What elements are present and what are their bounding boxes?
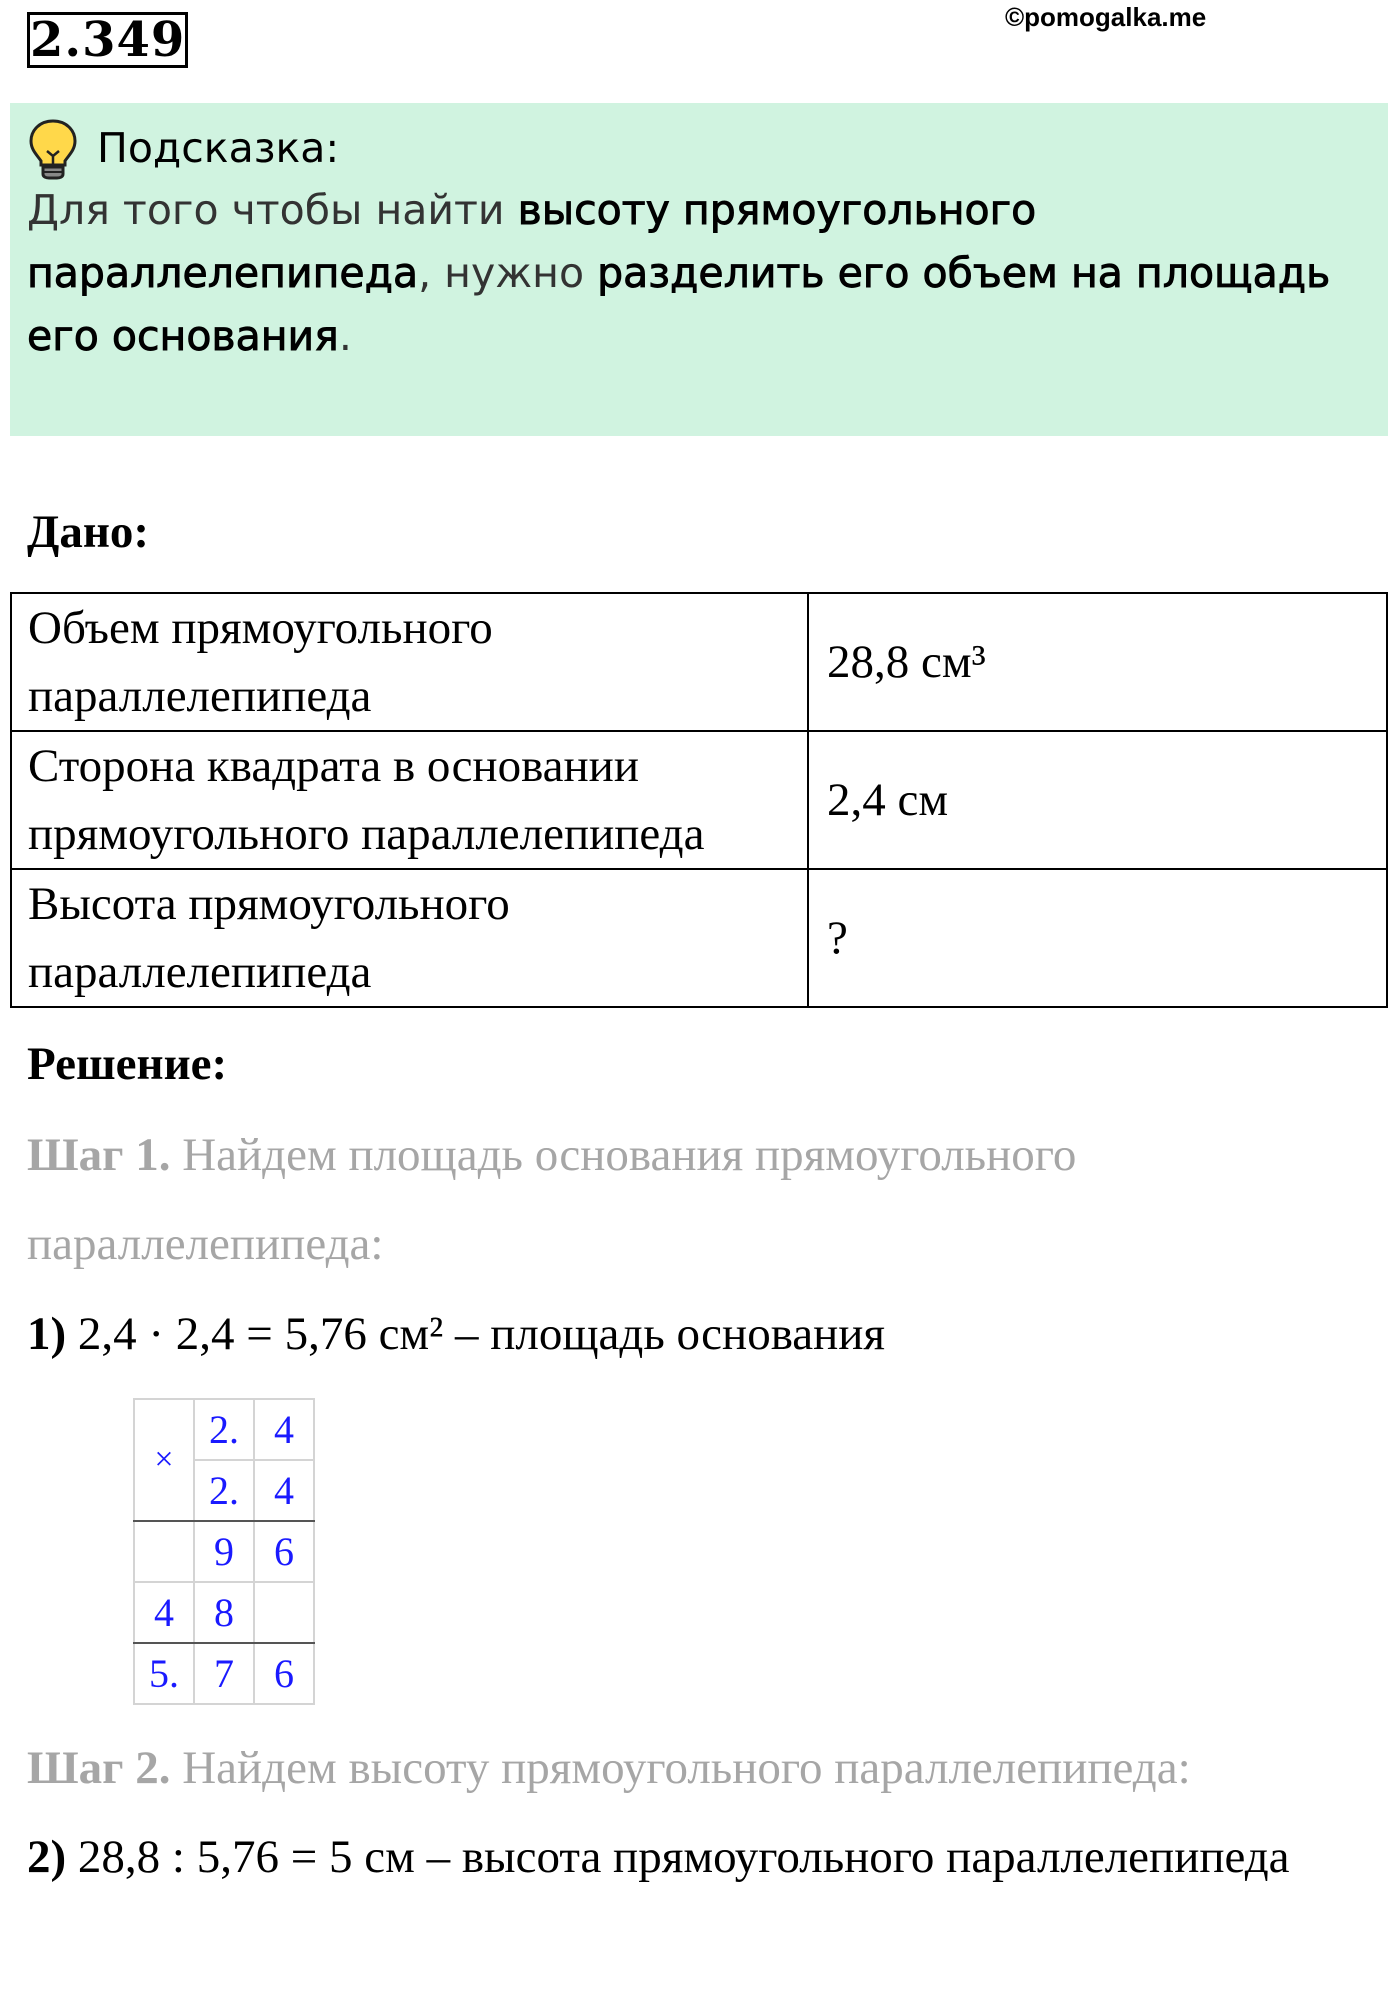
calculation-2: [27, 1813, 1357, 1902]
step-2-prefix: Шаг 2.: [27, 1742, 171, 1794]
given-heading: Дано:: [27, 506, 150, 558]
lightbulb-icon: [27, 118, 79, 180]
digit-cell: 4: [254, 1460, 314, 1521]
calculation-1-text: 2,4 · 2,4 = 5,76 см² – площадь основания: [66, 1308, 886, 1360]
hint-box: [10, 103, 1388, 436]
given-row-value: ?: [808, 869, 1387, 1007]
step-1: [27, 1111, 1357, 1289]
multiply-sign: ×: [134, 1399, 194, 1521]
digit-cell: 4: [134, 1582, 194, 1643]
step-2: [27, 1724, 1357, 1813]
step-1-text: Найдем площадь основания прямоугольного параллелепипеда:: [27, 1129, 1077, 1270]
digit-cell: 6: [254, 1521, 314, 1582]
digit-cell: 2.: [194, 1460, 254, 1521]
given-row-value: 28,8 см³: [808, 593, 1387, 731]
calculation-1: [27, 1290, 1357, 1379]
hint-text-part: Для того чтобы найти: [27, 186, 518, 234]
hint-text-part: , нужно: [418, 249, 598, 297]
table-row: [11, 731, 1387, 869]
table-row: [11, 593, 1387, 731]
given-row-name: Объем прямоугольного параллелепипеда: [11, 593, 808, 731]
digit-cell: 4: [254, 1399, 314, 1460]
calculation-2-prefix: 2): [27, 1831, 67, 1883]
digit-cell: 6: [254, 1643, 314, 1704]
given-row-name: Высота прямоугольного параллелепипеда: [11, 869, 808, 1007]
table-row: [134, 1643, 314, 1704]
multiplication-table: [133, 1398, 315, 1705]
watermark: ©pomogalka.me: [1005, 2, 1207, 32]
digit-cell: 5.: [134, 1643, 194, 1704]
hint-text-part-bold: высоту прямоугольного параллелепипеда: [27, 186, 1037, 297]
table-row: [134, 1521, 314, 1582]
table-row: [134, 1399, 314, 1460]
problem-number: 2.349: [27, 12, 188, 68]
hint-text: [27, 179, 1370, 368]
calculation-1-prefix: 1): [27, 1308, 67, 1360]
hint-header: [27, 117, 1370, 180]
table-row: [134, 1582, 314, 1643]
hint-text-part-bold: разделить его объем на площадь его основания: [27, 249, 1331, 360]
given-row-name: Сторона квадрата в основании прямоугольного параллелепипеда: [11, 731, 808, 869]
digit-cell: 8: [194, 1582, 254, 1643]
step-1-prefix: Шаг 1.: [27, 1129, 171, 1181]
digit-cell: [134, 1521, 194, 1582]
given-row-value: 2,4 см: [808, 731, 1387, 869]
step-2-text: Найдем высоту прямоугольного параллелепипеда:: [170, 1742, 1191, 1794]
calculation-2-text: 28,8 : 5,76 = 5 см – высота прямоугольного параллелепипеда: [66, 1831, 1290, 1883]
given-table: [10, 592, 1388, 1008]
digit-cell: 7: [194, 1643, 254, 1704]
digit-cell: 9: [194, 1521, 254, 1582]
digit-cell: [254, 1582, 314, 1643]
hint-title: Подсказка:: [97, 124, 340, 172]
solution-heading: Решение:: [27, 1038, 228, 1090]
table-row: [11, 869, 1387, 1007]
digit-cell: 2.: [194, 1399, 254, 1460]
hint-text-part: .: [338, 312, 352, 360]
